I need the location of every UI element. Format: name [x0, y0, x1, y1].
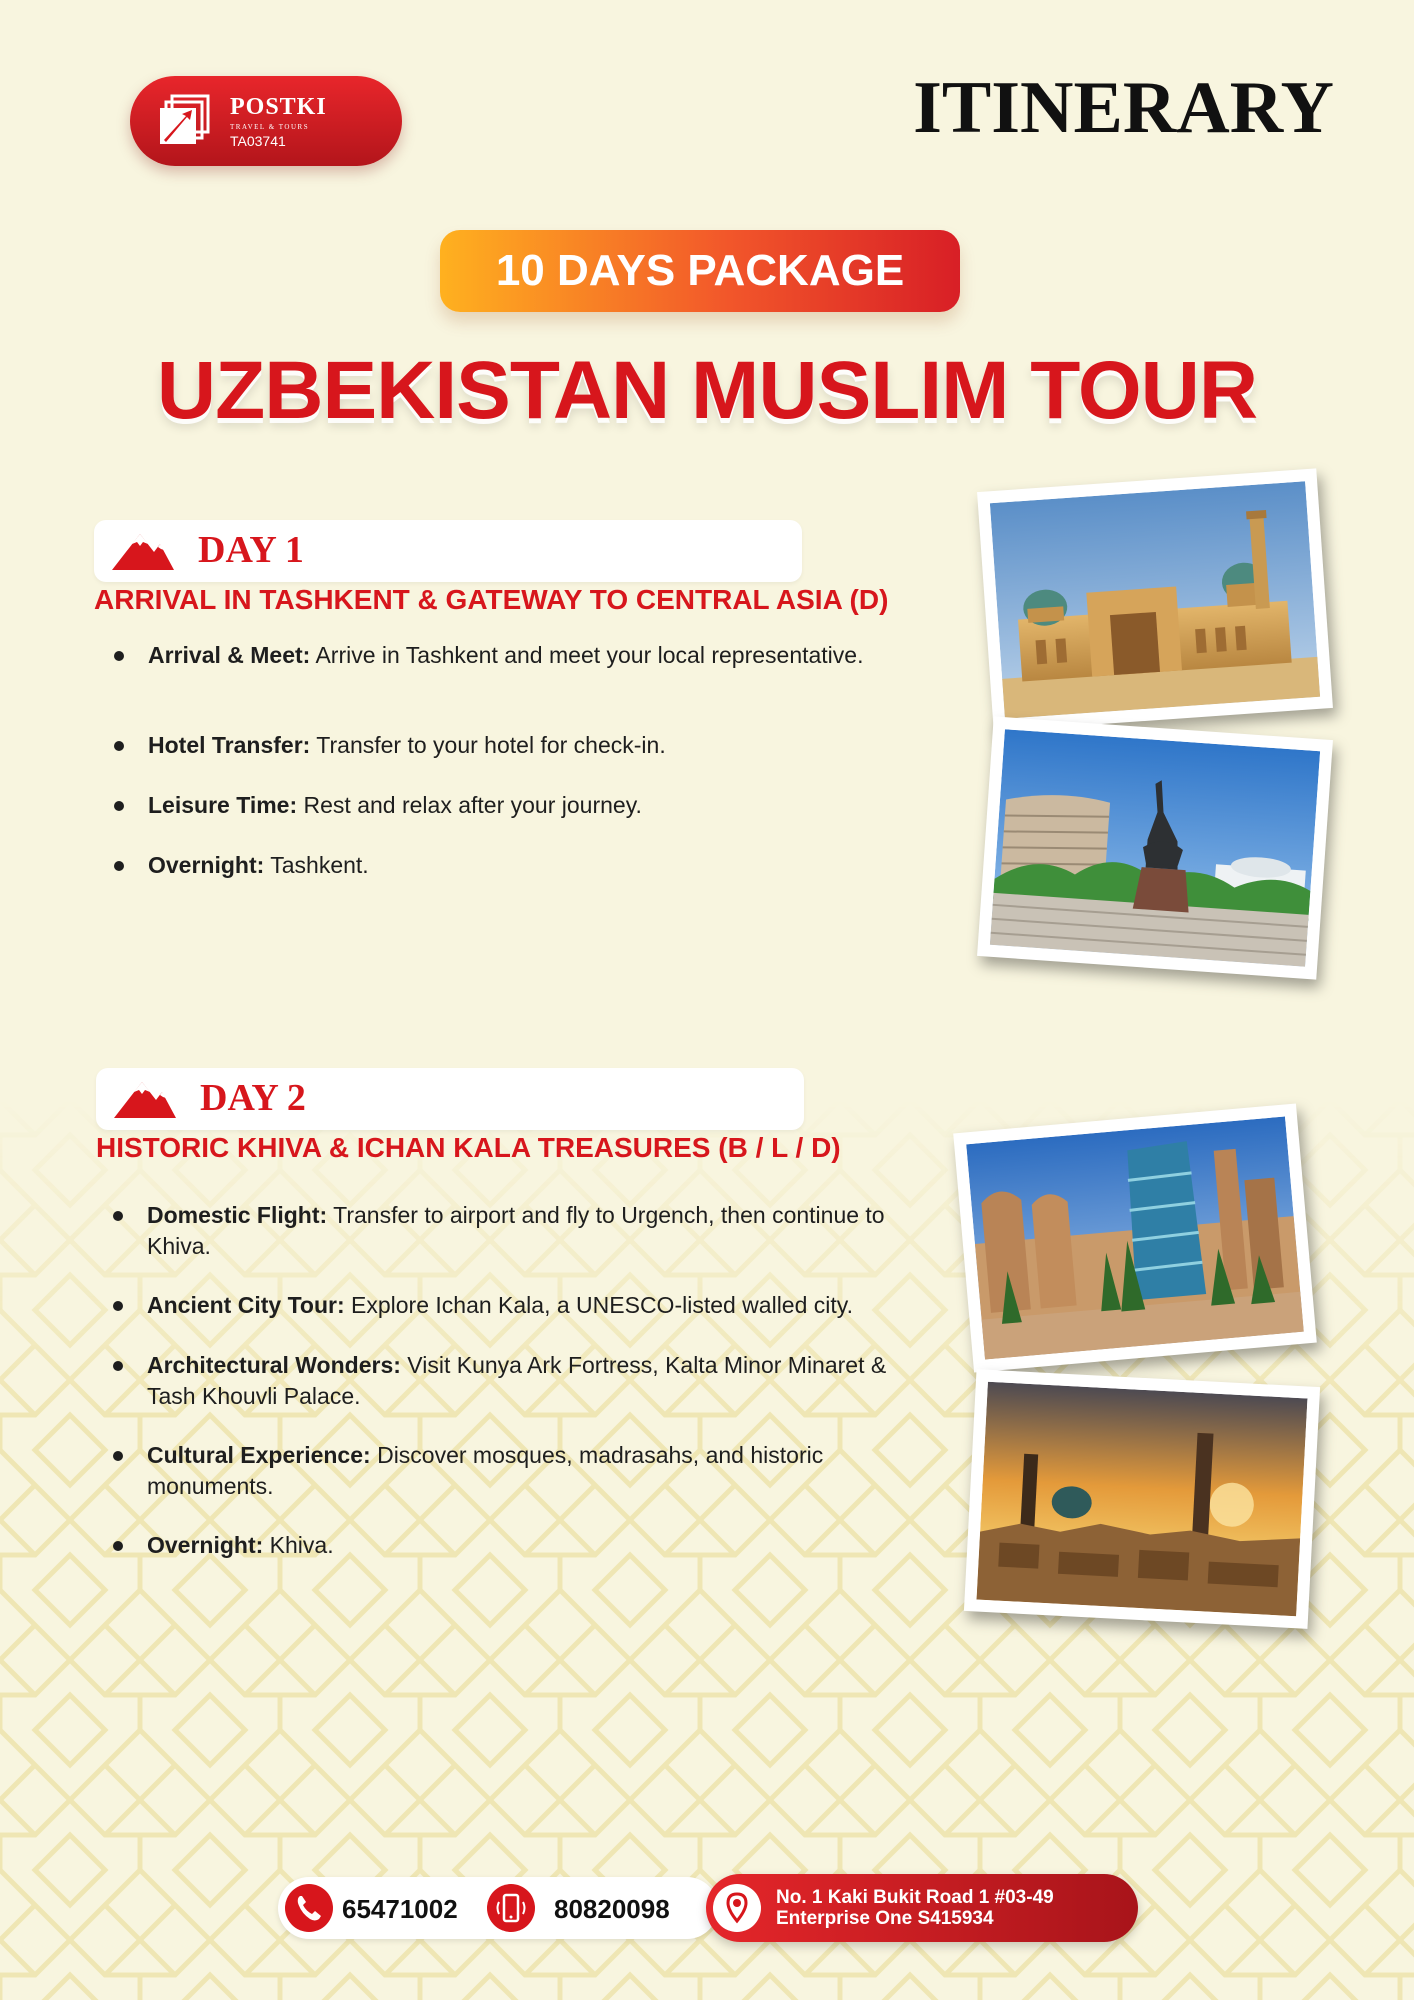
mobile-phone-icon: [487, 1884, 535, 1932]
address-line-2: Enterprise One S415934: [776, 1908, 994, 1929]
day-2-subtitle: HISTORIC KHIVA & ICHAN KALA TREASURES (B / L / D): [96, 1132, 841, 1163]
day-1-subtitle: ARRIVAL IN TASHKENT & GATEWAY TO CENTRAL ASIA (D): [94, 584, 889, 615]
tashkent-monument-photo: [977, 716, 1333, 979]
phone-icon: [285, 1884, 333, 1932]
khiva-sunset-photo: [964, 1369, 1320, 1629]
brand-logo[interactable]: [130, 76, 402, 166]
tour-title: UZBEKISTAN MUSLIM TOUR: [156, 345, 1258, 436]
tashkent-mosque-photo: [977, 468, 1333, 731]
page-title: ITINERARY: [913, 67, 1334, 149]
list-item: Ancient City Tour: Explore Ichan Kala, a UNESCO-listed walled city.: [103, 1290, 893, 1321]
brand-tagline: TRAVEL & TOURS: [230, 123, 310, 131]
brand-name: POSTKI: [230, 94, 327, 120]
day-2-header: [96, 1068, 804, 1130]
list-item: Hotel Transfer: Transfer to your hotel for check-in.: [104, 730, 894, 761]
list-item: Leisure Time: Rest and relax after your journey.: [104, 790, 894, 821]
list-item: Arrival & Meet: Arrive in Tashkent and meet your local representative.: [104, 640, 894, 671]
list-item: Overnight: Khiva.: [103, 1530, 893, 1561]
khiva-walls-photo: [953, 1103, 1317, 1372]
brand-license: TA03741: [230, 133, 286, 149]
address-button[interactable]: [713, 1884, 761, 1932]
list-item: Overnight: Tashkent.: [104, 850, 894, 881]
phone-button[interactable]: [285, 1884, 333, 1932]
day-2-label: DAY 2: [200, 1077, 306, 1119]
list-item: Domestic Flight: Transfer to airport and fly to Urgench, then continue to Khiva.: [103, 1200, 893, 1262]
address-text: [776, 1887, 1054, 1929]
day-1-label: DAY 1: [198, 529, 304, 571]
mobile-button[interactable]: [487, 1884, 535, 1932]
location-pin-icon: [713, 1884, 761, 1932]
address-line-1: No. 1 Kaki Bukit Road 1 #03-49: [776, 1887, 1054, 1908]
mountain-icon: [112, 1078, 178, 1120]
mobile-number[interactable]: 80820098: [554, 1894, 670, 1924]
list-item: Cultural Experience: Discover mosques, madrasahs, and historic monuments.: [103, 1440, 893, 1502]
package-badge: 10 DAYS PACKAGE: [440, 230, 960, 312]
day-1-header: [94, 520, 802, 582]
phone-number[interactable]: 65471002: [342, 1894, 458, 1924]
mountain-icon: [110, 530, 176, 572]
list-item: Architectural Wonders: Visit Kunya Ark Fortress, Kalta Minor Minaret & Tash Khouvli Palace.: [103, 1350, 893, 1412]
logo-mark-icon: [156, 90, 214, 148]
